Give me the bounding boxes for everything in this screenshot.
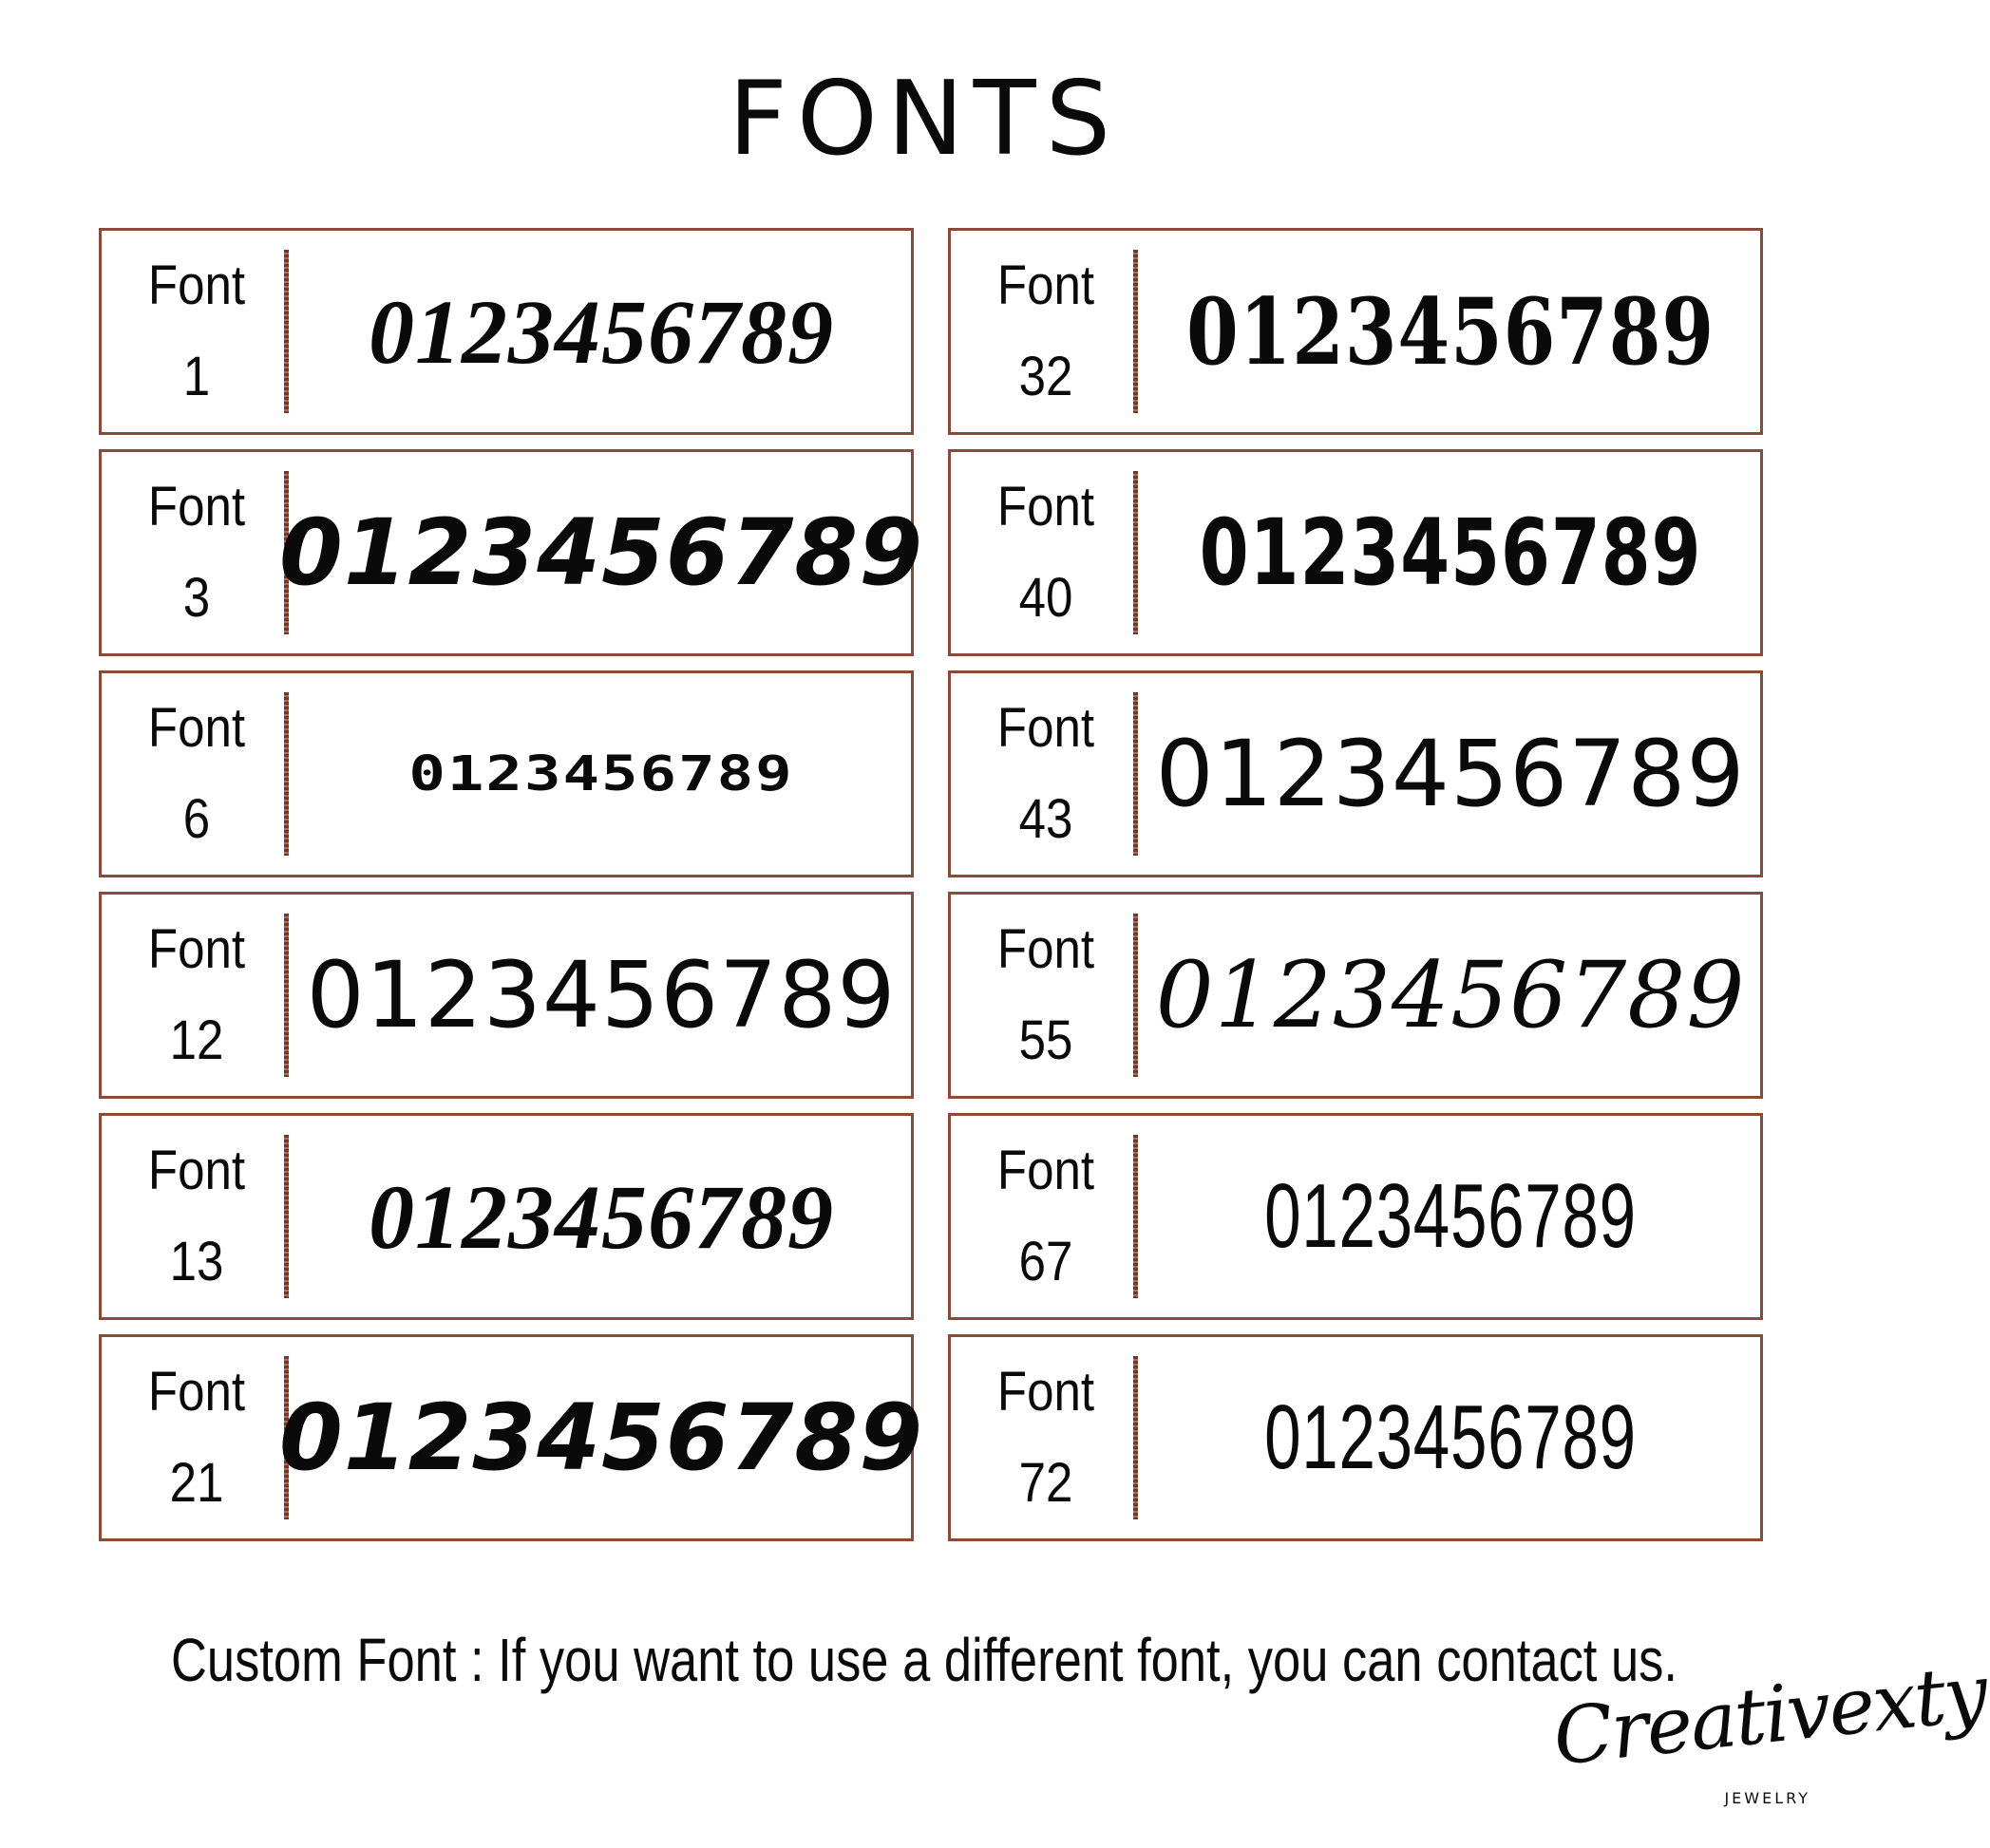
font-card-sample-digits: 0123456789 — [279, 500, 923, 606]
font-card-sample — [1160, 1337, 1741, 1538]
font-card-number: 72 — [1018, 1452, 1073, 1514]
font-card-divider — [284, 692, 289, 856]
font-card-label-word: Font — [147, 1361, 246, 1423]
font-card-number: 67 — [1018, 1231, 1073, 1292]
font-card-number: 55 — [1018, 1009, 1073, 1071]
font-card-32[interactable] — [948, 228, 1763, 435]
brand-logo-subtitle: JEWELRY — [1724, 1789, 1810, 1807]
font-card-55[interactable] — [948, 892, 1763, 1099]
font-card-sample-digits: 0123456789 — [1264, 1386, 1637, 1488]
font-card-label — [113, 1116, 280, 1317]
font-card-label-word: Font — [996, 1140, 1095, 1201]
font-card-label — [962, 231, 1129, 432]
font-card-12[interactable] — [99, 892, 914, 1099]
font-card-6[interactable] — [99, 670, 914, 877]
font-card-divider — [1133, 692, 1138, 856]
font-card-sample — [311, 1116, 892, 1317]
font-card-label-word: Font — [147, 1140, 246, 1201]
font-card-divider — [1133, 1135, 1138, 1298]
font-card-label-word: Font — [996, 697, 1095, 759]
font-card-divider — [284, 914, 289, 1077]
font-card-label-word: Font — [147, 697, 246, 759]
font-card-sample — [311, 673, 892, 875]
custom-font-note: Custom Font : If you want to use a different font, you can contact us. — [171, 1626, 1677, 1694]
font-card-label — [962, 1116, 1129, 1317]
font-card-number: 1 — [182, 346, 211, 407]
font-card-number: 32 — [1018, 346, 1073, 407]
font-card-label — [962, 673, 1129, 875]
font-card-label-word: Font — [996, 255, 1095, 316]
font-card-sample — [1155, 673, 1746, 875]
font-card-label-word: Font — [996, 918, 1095, 980]
font-card-label-word: Font — [147, 476, 246, 537]
font-card-3[interactable] — [99, 449, 923, 656]
font-card-number: 3 — [182, 567, 211, 629]
font-card-sample-digits: 0123456789 — [369, 280, 834, 383]
font-card-number: 13 — [169, 1231, 224, 1292]
font-card-divider — [284, 1135, 289, 1298]
font-card-label — [113, 1337, 280, 1538]
font-card-1[interactable] — [99, 228, 914, 435]
font-card-divider — [284, 250, 289, 413]
font-card-label — [113, 673, 280, 875]
font-card-sample-digits: 0123456789 — [408, 745, 794, 802]
font-card-number: 6 — [182, 788, 211, 850]
font-card-label — [962, 1337, 1129, 1538]
font-card-40[interactable] — [948, 449, 1763, 656]
page-title: FONTS — [728, 60, 1121, 179]
font-card-number: 40 — [1018, 567, 1073, 629]
font-card-divider — [1133, 914, 1138, 1077]
font-card-label-word: Font — [147, 255, 246, 316]
font-card-sample-digits: 0123456789 — [306, 942, 897, 1048]
font-card-sample-digits: 0123456789 — [369, 1165, 834, 1268]
font-card-43[interactable] — [948, 670, 1763, 877]
font-card-label — [962, 895, 1129, 1096]
font-card-divider — [1133, 471, 1138, 634]
font-card-label — [962, 452, 1129, 653]
font-card-number: 21 — [169, 1452, 224, 1514]
font-card-sample — [1160, 1116, 1741, 1317]
font-card-sample-digits: 0123456789 — [1199, 500, 1702, 606]
font-card-number: 12 — [169, 1009, 224, 1071]
font-card-number: 43 — [1018, 788, 1073, 850]
font-card-sample — [1160, 452, 1741, 653]
font-card-21[interactable] — [99, 1334, 923, 1541]
font-card-sample — [279, 1337, 923, 1538]
font-card-label — [113, 452, 280, 653]
font-card-divider — [1133, 250, 1138, 413]
brand-logo — [1548, 1648, 1990, 1823]
font-card-sample-digits: 0123456789 — [1186, 277, 1715, 386]
font-card-label-word: Font — [996, 1361, 1095, 1423]
font-card-sample-digits: 0123456789 — [1155, 721, 1746, 827]
font-card-sample-digits: 0123456789 — [279, 1385, 923, 1491]
font-card-label — [113, 895, 280, 1096]
font-card-sample — [311, 231, 892, 432]
font-card-sample — [1155, 895, 1746, 1096]
font-card-sample — [306, 895, 897, 1096]
font-card-sample-digits: 0123456789 — [1264, 1165, 1637, 1267]
font-card-72[interactable] — [948, 1334, 1763, 1541]
font-card-label — [113, 231, 280, 432]
font-card-label-word: Font — [147, 918, 246, 980]
brand-logo-script: Creativexty — [1548, 1648, 1990, 1783]
font-card-13[interactable] — [99, 1113, 914, 1320]
font-card-67[interactable] — [948, 1113, 1763, 1320]
font-card-sample-digits: 0123456789 — [1155, 942, 1746, 1048]
font-card-divider — [1133, 1356, 1138, 1519]
font-card-sample — [1160, 231, 1741, 432]
font-card-sample — [279, 452, 923, 653]
font-card-label-word: Font — [996, 476, 1095, 537]
